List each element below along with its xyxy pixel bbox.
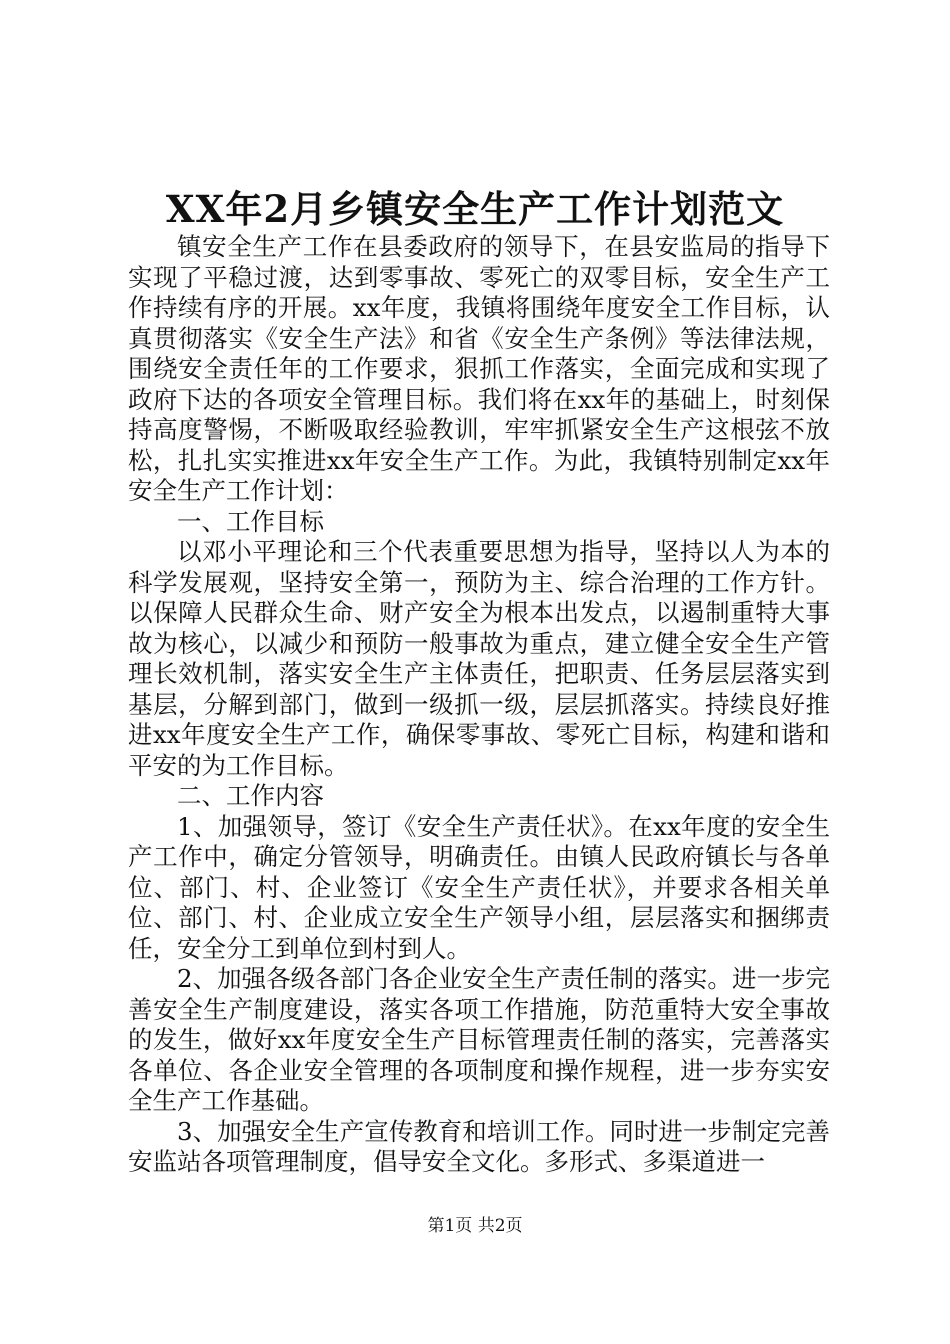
document-title: XX年2月乡镇安全生产工作计划范文: [165, 187, 785, 231]
intro-paragraph: 镇安全生产工作在县委政府的领导下，在县安监局的指导下实现了平稳过渡，达到零事故、零死亡的双零目标，安全生产工作持续有序的开展。xx年度，我镇将围绕年度安全工作目标，认真贯彻落实《安全生产法》和省《安全生产条例》等法律法规，围绕安全责任年的工作要求，狠抓工作落实，全面完成和实现了政府下达的各项安全管理目标。我们将在xx年的基础上，时刻保持高度警惕，不断吸取经验教训，牢牢抓紧安全生产这根弦不放松，扎扎实实推进xx年安全生产工作。为此，我镇特别制定xx年安全生产工作计划：: [128, 232, 830, 505]
content-item-1: 1、加强领导，签订《安全生产责任状》。在xx年度的安全生产工作中，确定分管领导，明确责任。由镇人民政府镇长与各单位、部门、村、企业签订《安全生产责任状》，并要求各相关单位、部门、村、企业成立安全生产领导小组，层层落实和捆绑责任，安全分工到单位到村到人。: [128, 811, 830, 963]
content-item-3: 3、加强安全生产宣传教育和培训工作。同时进一步制定完善安监站各项管理制度，倡导安全文化。多形式、多渠道进一: [128, 1116, 830, 1176]
section-heading-content: 二、工作内容: [177, 781, 324, 810]
section-heading-goals: 一、工作目标: [177, 506, 324, 536]
page-footer: 第1页 共2页: [427, 1216, 523, 1236]
document-body: [128, 232, 830, 1178]
content-item-2: 2、加强各级各部门各企业安全生产责任制的落实。进一步完善安全生产制度建设，落实各项工作措施，防范重特大安全事故的发生，做好xx年度安全生产目标管理责任制的落实，完善落实各单位、各企业安全管理的各项制度和操作规程，进一步夯实安全生产工作基础。: [128, 964, 830, 1115]
goals-paragraph: 以邓小平理论和三个代表重要思想为指导，坚持以人为本的科学发展观，坚持安全第一，预防为主、综合治理的工作方针。以保障人民群众生命、财产安全为根本出发点，以遏制重特大事故为核心，以减少和预防一般事故为重点，建立健全安全生产管理长效机制，落实安全生产主体责任，把职责、任务层层落实到基层，分解到部门，做到一级抓一级，层层抓落实。持续良好推进xx年度安全生产工作，确保零事故、零死亡目标，构建和谐和平安的为工作目标。: [128, 537, 830, 780]
